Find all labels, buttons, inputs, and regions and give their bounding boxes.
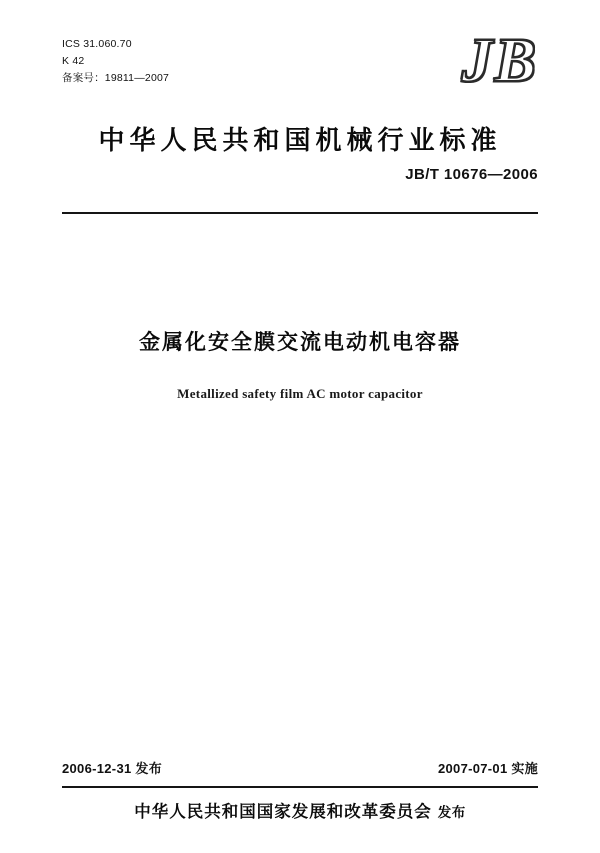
ics-code: ICS 31.060.70 bbox=[62, 38, 132, 50]
document-title-en: Metallized safety film AC motor capacitor bbox=[177, 386, 423, 401]
standard-number: JB/T 10676—2006 bbox=[405, 166, 538, 183]
issue-date: 2006-12-31 发布 bbox=[62, 761, 163, 776]
ics-info-block bbox=[62, 36, 169, 87]
issuing-authority-name: 中华人民共和国国家发展和改革委员会 bbox=[134, 802, 432, 821]
bottom-divider bbox=[62, 786, 538, 788]
date-row bbox=[62, 758, 538, 777]
effective-date: 2007-07-01 实施 bbox=[437, 761, 538, 776]
record-number: 备案号：19811—2007 bbox=[62, 72, 170, 84]
classification-code: K 42 bbox=[62, 55, 85, 67]
document-title-cn: 金属化安全膜交流电动机电容器 bbox=[139, 330, 461, 354]
series-title: 中华人民共和国机械行业标准 bbox=[98, 126, 502, 156]
top-divider bbox=[62, 212, 538, 214]
jb-logo: JB bbox=[461, 27, 538, 95]
issuing-authority-suffix: 发布 bbox=[437, 805, 466, 821]
issuing-authority bbox=[0, 798, 600, 822]
cover-header bbox=[62, 27, 538, 114]
